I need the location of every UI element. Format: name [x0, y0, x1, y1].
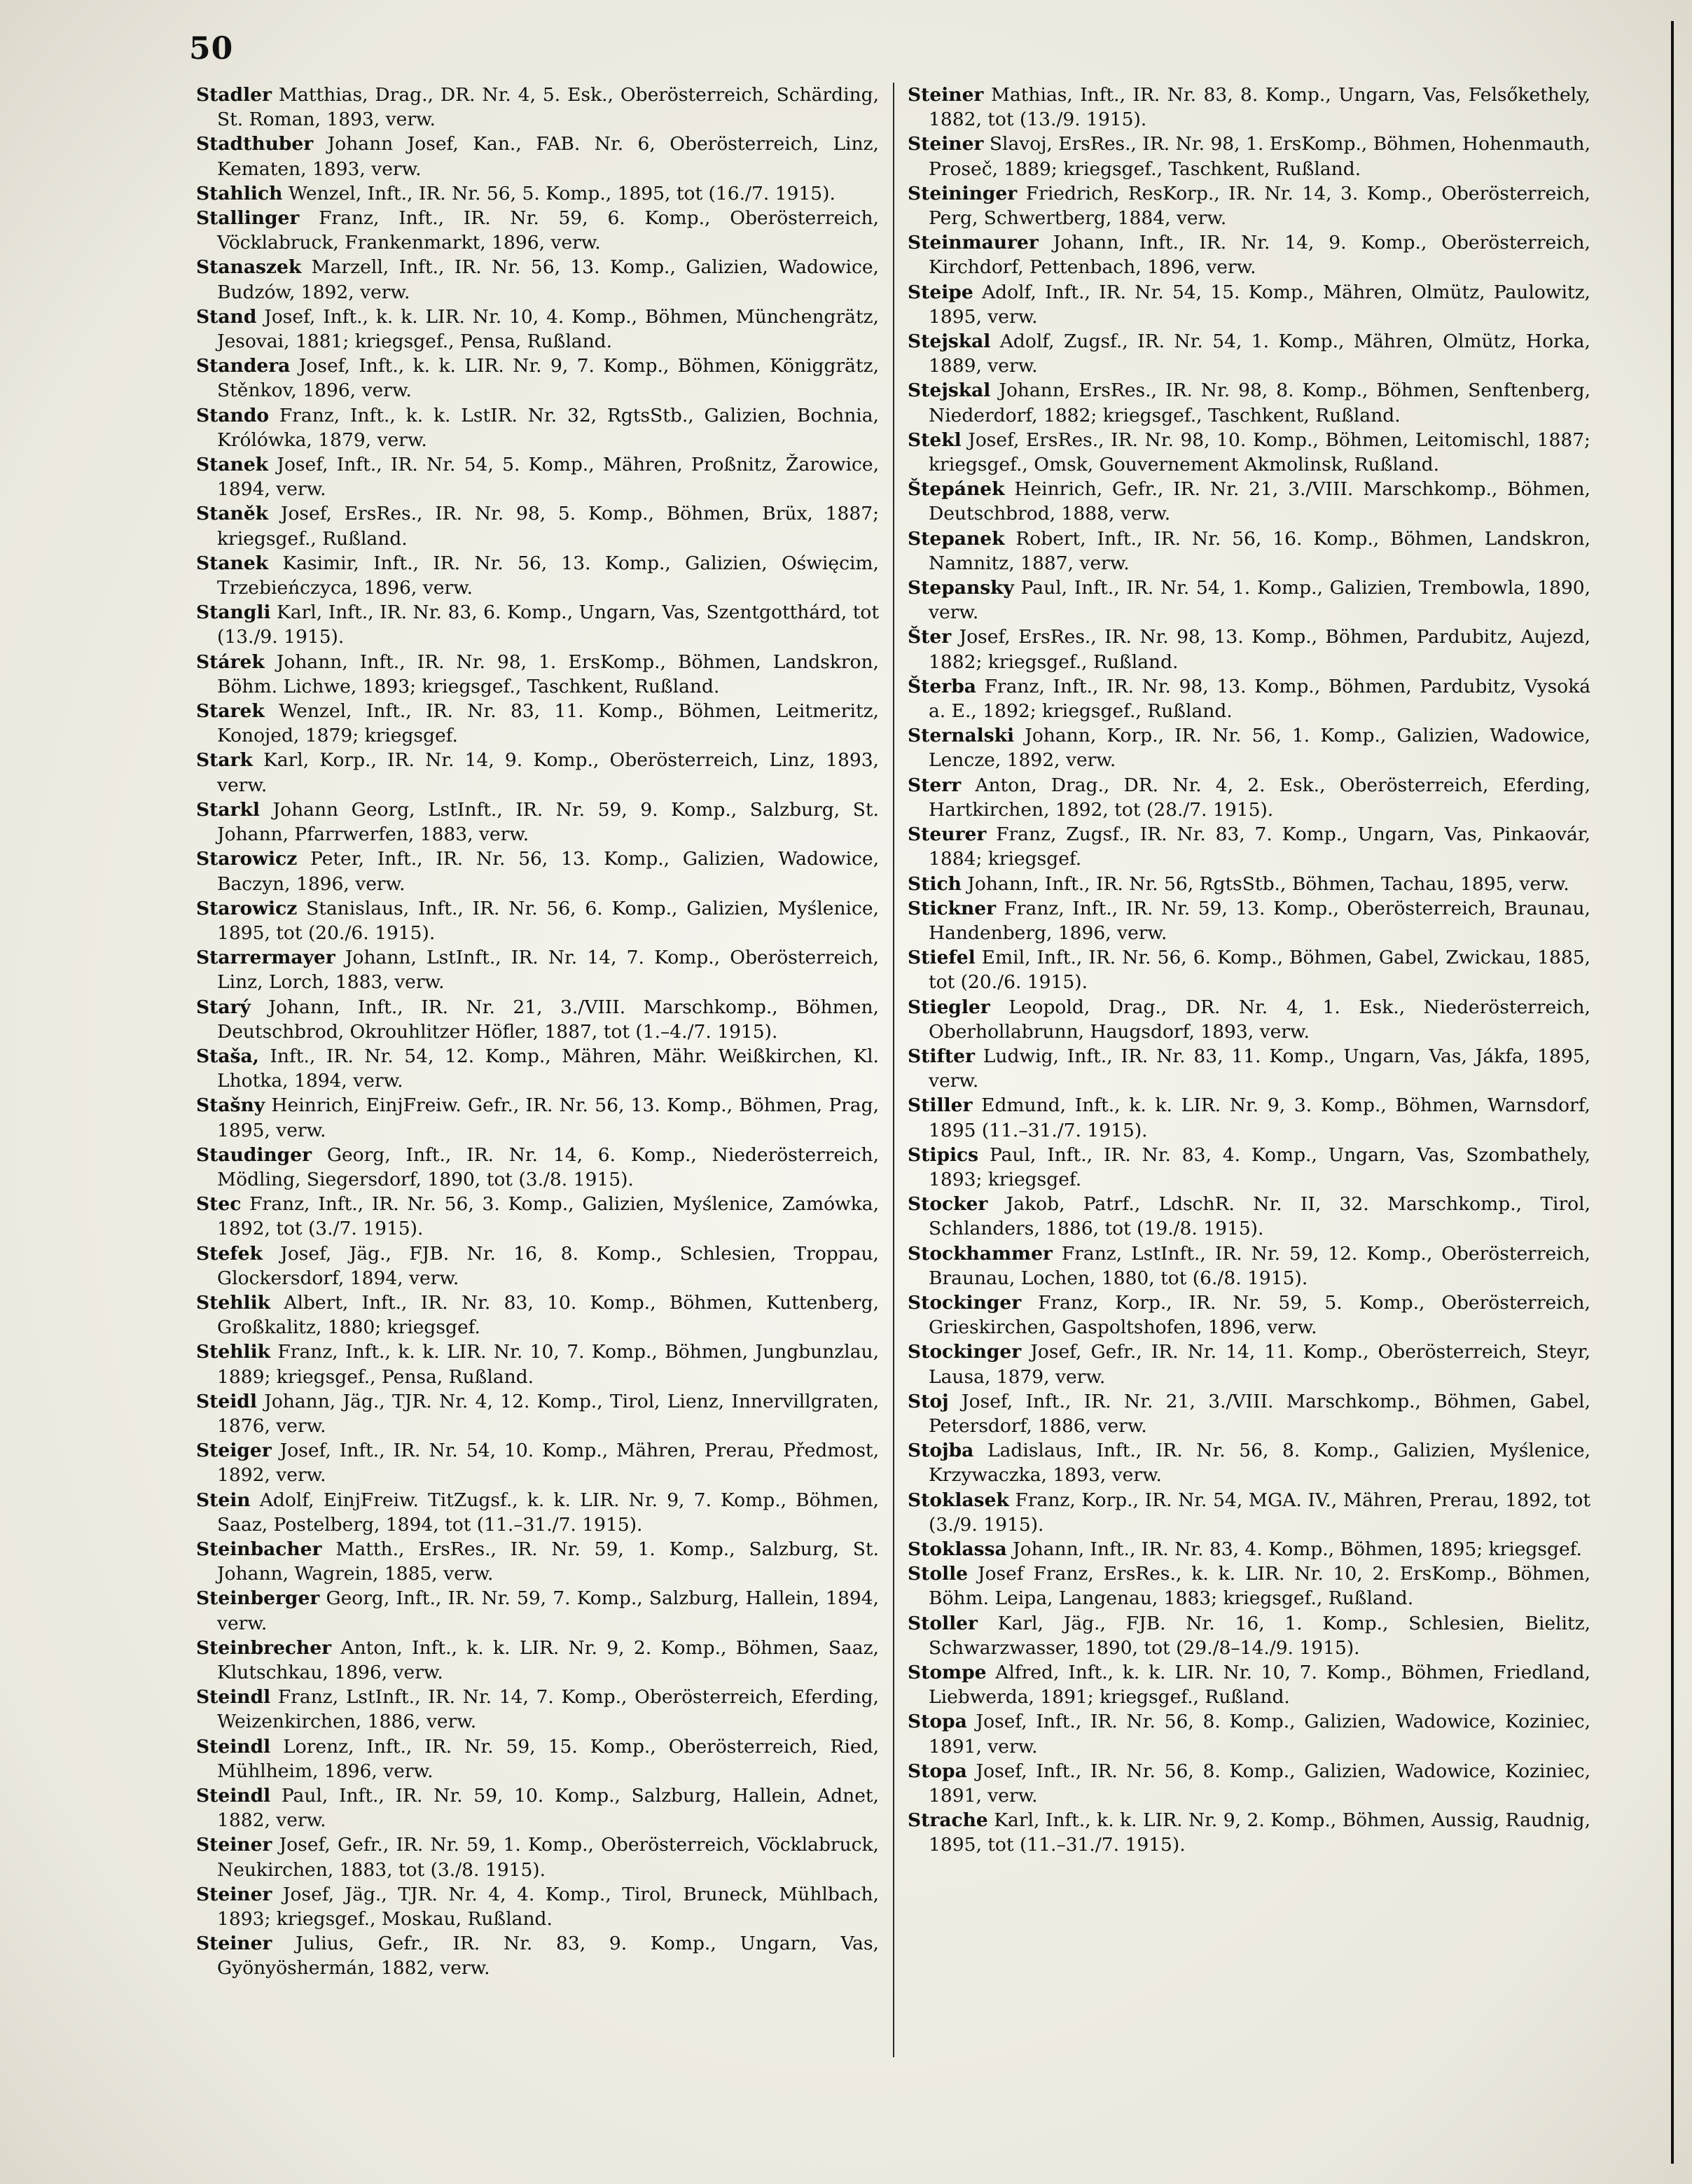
- entry-surname: Steindl: [196, 1686, 271, 1709]
- list-item: [196, 1291, 879, 1340]
- entry-surname: Starý: [196, 996, 251, 1018]
- entry-details: Josef, Inft., IR. Nr. 54, 5. Komp., Mähren, Proßnitz, Žarowice, 1894, verw.: [217, 454, 879, 501]
- entry-surname: Stockinger: [908, 1341, 1022, 1363]
- entry-surname: Stando: [196, 404, 270, 426]
- entry-details: Stanislaus, Inft., IR. Nr. 56, 6. Komp., Galizien, Myślenice, 1895, tot (20./6. 1915).: [217, 897, 879, 944]
- entry-details: Franz, Inft., IR. Nr. 59, 6. Komp., Oberösterreich, Vöcklabruck, Frankenmarkt, 1896, verw.: [217, 207, 879, 254]
- list-item: [196, 1241, 879, 1291]
- entry-details: Josef, ErsRes., IR. Nr. 98, 13. Komp., Böhmen, Pardubitz, Aujezd, 1882; kriegsgef., Rußland.: [929, 626, 1590, 673]
- list-item: [908, 723, 1590, 772]
- entry-details: Franz, Inft., k. k. LstIR. Nr. 32, RgtsStb., Galizien, Bochnia, Królówka, 1879, verw.: [217, 404, 879, 451]
- list-item: [196, 1586, 879, 1635]
- entry-surname: Standera: [196, 355, 291, 377]
- list-item: [908, 1340, 1590, 1389]
- list-item: [908, 1044, 1590, 1093]
- entry-surname: Stocker: [908, 1193, 988, 1216]
- entry-details: Georg, Inft., IR. Nr. 14, 6. Komp., Niederösterreich, Mödling, Siegersdorf, 1890, tot (3./8. 1915).: [217, 1143, 879, 1190]
- entry-surname: Stanek: [196, 552, 269, 574]
- list-item: [196, 1438, 879, 1487]
- entry-surname: Stehlik: [196, 1291, 270, 1314]
- entry-surname: Stadthuber: [196, 133, 314, 155]
- list-item: [908, 527, 1590, 576]
- entry-details: Josef, Inft., IR. Nr. 21, 3./VIII. Marschkomp., Böhmen, Gabel, Petersdorf, 1886, verw.: [929, 1390, 1590, 1437]
- entry-details: Franz, LstInft., IR. Nr. 14, 7. Komp., Oberösterreich, Eferding, Weizenkirchen, 1886, verw.: [217, 1686, 879, 1733]
- entry-details: Lorenz, Inft., IR. Nr. 59, 15. Komp., Oberösterreich, Ried, Mühlheim, 1896, verw.: [217, 1735, 879, 1782]
- entry-details: Franz, Korp., IR. Nr. 59, 5. Komp., Oberösterreich, Grieskirchen, Gaspoltshofen, 1896, verw.: [929, 1291, 1590, 1339]
- entry-details: Johann, Korp., IR. Nr. 56, 1. Komp., Galizien, Wadowice, Lencze, 1892, verw.: [929, 725, 1590, 772]
- entry-details: Johann, Jäg., TJR. Nr. 4, 12. Komp., Tirol, Lienz, Innervillgraten, 1876, verw.: [217, 1390, 879, 1437]
- entry-details: Johann, Inft., IR. Nr. 14, 9. Komp., Oberösterreich, Kirchdorf, Pettenbach, 1896, verw.: [929, 232, 1590, 279]
- list-item: [196, 1734, 879, 1783]
- entry-details: Ludwig, Inft., IR. Nr. 83, 11. Komp., Ungarn, Vas, Jákfa, 1895, verw.: [929, 1045, 1590, 1092]
- list-item: [196, 1192, 879, 1241]
- list-item: [908, 181, 1590, 230]
- entry-details: Karl, Korp., IR. Nr. 14, 9. Komp., Oberösterreich, Linz, 1893, verw.: [217, 749, 879, 796]
- entry-surname: Stadler: [196, 84, 272, 106]
- entry-details: Johann, Inft., IR. Nr. 21, 3./VIII. Marschkomp., Böhmen, Deutschbrod, Okrouhlitzer Höfler, 1887, tot (1.–4./7. 1915).: [217, 996, 879, 1043]
- entry-details: Albert, Inft., IR. Nr. 83, 10. Komp., Böhmen, Kuttenberg, Großkalitz, 1880; kriegsgef.: [217, 1291, 879, 1339]
- entry-details: Wenzel, Inft., IR. Nr. 56, 5. Komp., 1895, tot (16./7. 1915).: [288, 182, 835, 204]
- entry-surname: Stehlik: [196, 1341, 270, 1363]
- entry-surname: Stefek: [196, 1242, 263, 1265]
- entry-surname: Steinberger: [196, 1587, 320, 1610]
- entry-surname: Stickner: [908, 897, 997, 919]
- left-column: [196, 83, 879, 1981]
- list-item: [196, 699, 879, 748]
- list-item: [908, 280, 1590, 329]
- list-item: [196, 1636, 879, 1685]
- list-item: [908, 625, 1590, 674]
- entry-details: Jakob, Patrf., LdschR. Nr. II, 32. Marschkomp., Tirol, Schlanders, 1886, tot (19./8. 1915).: [929, 1193, 1590, 1240]
- entry-details: Josef, ErsRes., IR. Nr. 98, 10. Komp., Böhmen, Leitomischl, 1887; kriegsgef., Omsk, Gouvernement Akmolinsk, Rußland.: [929, 429, 1590, 476]
- entry-details: Leopold, Drag., DR. Nr. 4, 1. Esk., Niederösterreich, Oberhollabrunn, Haugsdorf, 1893, verw.: [929, 996, 1590, 1043]
- entry-surname: Stárek: [196, 651, 265, 673]
- entry-surname: Stiefel: [908, 947, 976, 969]
- entry-details: Edmund, Inft., k. k. LIR. Nr. 9, 3. Komp., Böhmen, Warnsdorf, 1895 (11.–31./7. 1915).: [929, 1094, 1590, 1141]
- list-item: [908, 428, 1590, 477]
- entry-details: Mathias, Inft., IR. Nr. 83, 8. Komp., Ungarn, Vas, Felsőkethely, 1882, tot (13./9. 1915).: [929, 84, 1590, 131]
- list-item: [908, 1093, 1590, 1142]
- list-item: [196, 1488, 879, 1537]
- list-item: [196, 798, 879, 847]
- list-item: [908, 1488, 1590, 1537]
- entry-details: Paul, Inft., IR. Nr. 83, 4. Komp., Ungarn, Vas, Szombathely, 1893; kriegsgef.: [929, 1143, 1590, 1190]
- list-item: [908, 1660, 1590, 1709]
- list-item: [196, 1143, 879, 1192]
- list-item: [196, 1685, 879, 1734]
- entry-surname: Stanaszek: [196, 256, 302, 279]
- entry-details: Adolf, Zugsf., IR. Nr. 54, 1. Komp., Mähren, Olmütz, Horka, 1889, verw.: [929, 331, 1590, 377]
- list-item: [196, 403, 879, 452]
- list-item: [908, 1291, 1590, 1340]
- entry-surname: Stoklassa: [908, 1538, 1007, 1560]
- entry-details: Franz, Korp., IR. Nr. 54, MGA. IV., Mähren, Prerau, 1892, tot (3./9. 1915).: [929, 1489, 1590, 1536]
- entry-details: Karl, Inft., IR. Nr. 83, 6. Komp., Ungarn, Vas, Szentgotthárd, tot (13./9. 1915).: [217, 601, 879, 648]
- entry-details: Friedrich, ResKorp., IR. Nr. 14, 3. Komp., Oberösterreich, Perg, Schwertberg, 1884, verw.: [929, 182, 1590, 230]
- entry-details: Franz, Inft., IR. Nr. 59, 13. Komp., Oberösterreich, Braunau, Handenberg, 1896, verw.: [929, 897, 1590, 944]
- entry-surname: Steurer: [908, 823, 987, 846]
- list-item: [908, 477, 1590, 526]
- entry-details: Johann, ErsRes., IR. Nr. 98, 8. Komp., Böhmen, Senftenberg, Niederdorf, 1882; kriegsgef., Taschkent, Rußland.: [929, 380, 1590, 426]
- list-item: [908, 945, 1590, 994]
- list-item: [196, 995, 879, 1044]
- entry-surname: Stich: [908, 872, 962, 895]
- list-item: [196, 650, 879, 699]
- list-item: [908, 1389, 1590, 1438]
- entry-surname: Stekl: [908, 429, 962, 451]
- entry-details: Peter, Inft., IR. Nr. 56, 13. Komp., Galizien, Wadowice, Baczyn, 1896, verw.: [217, 848, 879, 895]
- entry-details: Josef, ErsRes., IR. Nr. 98, 5. Komp., Böhmen, Brüx, 1887; kriegsgef., Rußland.: [217, 503, 879, 550]
- list-item: [908, 329, 1590, 378]
- entry-surname: Stark: [196, 749, 253, 772]
- entry-details: Robert, Inft., IR. Nr. 56, 16. Komp., Böhmen, Landskron, Namnitz, 1887, verw.: [929, 527, 1590, 574]
- entry-details: Adolf, Inft., IR. Nr. 54, 15. Komp., Mähren, Olmütz, Paulowitz, 1895, verw.: [929, 281, 1590, 328]
- entry-surname: Steiner: [908, 133, 984, 155]
- list-item: [908, 674, 1590, 723]
- entry-details: Josef, Gefr., IR. Nr. 59, 1. Komp., Oberösterreich, Vöcklabruck, Neukirchen, 1883, tot (3./8. 1915).: [217, 1834, 879, 1881]
- entry-surname: Steiger: [196, 1440, 272, 1462]
- list-item: [908, 773, 1590, 822]
- entry-surname: Staša,: [196, 1045, 259, 1067]
- list-item: [908, 83, 1590, 132]
- entry-surname: Stockhammer: [908, 1242, 1053, 1265]
- entry-surname: Stoj: [908, 1390, 949, 1412]
- entry-details: Matthias, Drag., DR. Nr. 4, 5. Esk., Oberösterreich, Schärding, St. Roman, 1893, verw.: [217, 84, 879, 131]
- entry-details: Karl, Jäg., FJB. Nr. 16, 1. Komp., Schlesien, Bielitz, Schwarzwasser, 1890, tot (29./8–14./9. 1915).: [929, 1612, 1590, 1659]
- entry-details: Matth., ErsRes., IR. Nr. 59, 1. Komp., Salzburg, St. Johann, Wagrein, 1885, verw.: [217, 1538, 879, 1585]
- entry-surname: Starowicz: [196, 897, 298, 919]
- entry-surname: Stipics: [908, 1143, 979, 1166]
- entry-details: Johann, Inft., IR. Nr. 56, RgtsStb., Böhmen, Tachau, 1895, verw.: [967, 872, 1569, 895]
- list-item: [196, 1783, 879, 1832]
- list-item: [196, 1931, 879, 1980]
- list-item: [908, 872, 1590, 896]
- entry-surname: Stockinger: [908, 1291, 1022, 1314]
- list-item: [196, 748, 879, 797]
- entry-surname: Stepanek: [908, 527, 1005, 550]
- entry-details: Josef, Inft., IR. Nr. 56, 8. Komp., Galizien, Wadowice, Koziniec, 1891, verw.: [929, 1711, 1590, 1758]
- list-item: [196, 501, 879, 550]
- list-item: [196, 206, 879, 255]
- entry-surname: Staněk: [196, 503, 269, 525]
- entry-surname: Stompe: [908, 1662, 987, 1683]
- entry-surname: Steiner: [196, 1933, 272, 1955]
- list-item: [908, 1537, 1590, 1562]
- entry-details: Josef, Gefr., IR. Nr. 14, 11. Komp., Oberösterreich, Steyr, Lausa, 1879, verw.: [929, 1341, 1590, 1388]
- entry-details: Johann, Inft., IR. Nr. 83, 4. Komp., Böhmen, 1895; kriegsgef.: [1013, 1538, 1582, 1560]
- list-item: [196, 600, 879, 649]
- page-number: 50: [189, 31, 234, 67]
- entry-details: Johann, Inft., IR. Nr. 98, 1. ErsKomp., Böhmen, Landskron, Böhm. Lichwe, 1893; kriegsgef., Taschkent, Rußland.: [217, 651, 879, 697]
- entry-details: Johann Georg, LstInft., IR. Nr. 59, 9. Komp., Salzburg, St. Johann, Pfarrwerfen, 1883, verw.: [217, 798, 879, 846]
- entry-details: Josef, Inft., k. k. LIR. Nr. 10, 4. Komp., Böhmen, Münchengrätz, Jesovai, 1881; kriegsgef., Pensa, Rußland.: [217, 305, 879, 353]
- entry-details: Wenzel, Inft., IR. Nr. 83, 11. Komp., Böhmen, Leitmeritz, Konojed, 1879; kriegsgef.: [217, 700, 879, 747]
- entry-surname: Stiegler: [908, 996, 990, 1018]
- entry-surname: Stallinger: [196, 207, 300, 230]
- entry-details: Slavoj, ErsRes., IR. Nr. 98, 1. ErsKomp., Böhmen, Hohenmauth, Prosеč, 1889; kriegsgef., Taschkent, Rußland.: [929, 133, 1590, 180]
- entry-surname: Stand: [196, 305, 257, 328]
- list-item: [196, 1389, 879, 1438]
- entry-surname: Štepánek: [908, 478, 1005, 501]
- entry-surname: Stanek: [196, 454, 269, 476]
- entry-details: Marzell, Inft., IR. Nr. 56, 13. Komp., Galizien, Wadowice, Budzów, 1892, verw.: [217, 256, 879, 303]
- list-item: [196, 847, 879, 896]
- list-item: [908, 1143, 1590, 1192]
- entry-details: Paul, Inft., IR. Nr. 54, 1. Komp., Galizien, Trembowla, 1890, verw.: [929, 577, 1590, 624]
- entry-details: Josef, Inft., IR. Nr. 54, 10. Komp., Mähren, Prerau, Předmost, 1892, verw.: [217, 1440, 879, 1487]
- entry-surname: Steinbacher: [196, 1538, 322, 1560]
- entry-surname: Steininger: [908, 182, 1018, 204]
- entry-surname: Stejskal: [908, 380, 991, 402]
- list-item: [196, 452, 879, 501]
- entry-surname: Šterba: [908, 675, 976, 697]
- entry-surname: Stiller: [908, 1094, 973, 1117]
- list-item: [908, 1241, 1590, 1291]
- entry-details: Franz, Inft., k. k. LIR. Nr. 10, 7. Komp., Böhmen, Jungbunzlau, 1889; kriegsgef., Pensa, Rußland.: [217, 1341, 879, 1388]
- entry-details: Franz, LstInft., IR. Nr. 59, 12. Komp., Oberösterreich, Braunau, Lochen, 1880, tot (6./8. 1915).: [929, 1242, 1590, 1289]
- entry-details: Josef Franz, ErsRes., k. k. LIR. Nr. 10, 2. ErsKomp., Böhmen, Böhm. Leipa, Langenau, 1883; kriegsgef., Rußland.: [929, 1563, 1590, 1610]
- list-item: [908, 896, 1590, 945]
- entry-details: Josef, Jäg., FJB. Nr. 16, 8. Komp., Schlesien, Troppau, Glockersdorf, 1894, verw.: [217, 1242, 879, 1289]
- list-item: [196, 1340, 879, 1389]
- list-item: [908, 132, 1590, 181]
- entry-surname: Stoller: [908, 1612, 978, 1634]
- list-item: [196, 1832, 879, 1882]
- list-item: [196, 181, 879, 206]
- entry-surname: Steiner: [196, 1883, 272, 1905]
- entry-details: Franz, Inft., IR. Nr. 98, 13. Komp., Böhmen, Pardubitz, Vysoká a. E., 1892; kriegsgef., Rußland.: [929, 675, 1590, 723]
- entry-details: Johann Josef, Kan., FAB. Nr. 6, Oberösterreich, Linz, Kematen, 1893, verw.: [217, 133, 879, 180]
- entry-surname: Stahlich: [196, 182, 283, 204]
- entry-surname: Stašny: [196, 1094, 265, 1117]
- entry-details: Anton, Drag., DR. Nr. 4, 2. Esk., Oberösterreich, Eferding, Hartkirchen, 1892, tot (28./7. 1915).: [929, 774, 1590, 821]
- entry-details: Kasimir, Inft., IR. Nr. 56, 13. Komp., Galizien, Oświęcim, Trzebieńczyca, 1896, verw.: [217, 552, 879, 599]
- entry-details: Alfred, Inft., k. k. LIR. Nr. 10, 7. Komp., Böhmen, Friedland, Liebwerda, 1891; kriegsgef., Rußland.: [929, 1662, 1590, 1709]
- entry-surname: Strache: [908, 1809, 988, 1832]
- list-item: [908, 1438, 1590, 1487]
- entry-surname: Sternalski: [908, 725, 1015, 747]
- right-column: [908, 83, 1590, 1858]
- list-item: [908, 1192, 1590, 1241]
- entry-surname: Starkl: [196, 798, 260, 821]
- entry-surname: Šter: [908, 626, 952, 648]
- entry-details: Josef, Inft., k. k. LIR. Nr. 9, 7. Komp., Böhmen, Königgrätz, Stěnkov, 1896, verw.: [217, 355, 879, 402]
- list-item: [196, 305, 879, 354]
- entry-details: Johann, LstInft., IR. Nr. 14, 7. Komp., Oberösterreich, Linz, Lorch, 1883, verw.: [217, 947, 879, 994]
- entry-surname: Stec: [196, 1193, 242, 1216]
- entry-details: Paul, Inft., IR. Nr. 59, 10. Komp., Salzburg, Hallein, Adnet, 1882, verw.: [217, 1785, 879, 1832]
- entry-details: Inft., IR. Nr. 54, 12. Komp., Mähren, Mähr. Weißkirchen, Kl. Lhotka, 1894, verw.: [217, 1045, 879, 1092]
- list-item: [908, 1562, 1590, 1611]
- list-item: [908, 378, 1590, 427]
- entry-surname: Sterr: [908, 774, 962, 796]
- list-item: [196, 1044, 879, 1093]
- list-item: [196, 1093, 879, 1142]
- entry-surname: Stojba: [908, 1440, 974, 1462]
- entry-details: Georg, Inft., IR. Nr. 59, 7. Komp., Salzburg, Hallein, 1894, verw.: [217, 1587, 879, 1634]
- list-item: [196, 945, 879, 994]
- list-item: [908, 1611, 1590, 1660]
- entry-surname: Stejskal: [908, 331, 991, 353]
- list-item: [908, 576, 1590, 625]
- entry-details: Josef, Jäg., TJR. Nr. 4, 4. Komp., Tirol, Bruneck, Mühlbach, 1893; kriegsgef., Moskau, Rußland.: [217, 1883, 879, 1931]
- entry-surname: Steiner: [196, 1834, 272, 1856]
- entry-details: Karl, Inft., k. k. LIR. Nr. 9, 2. Komp., Böhmen, Aussig, Raudnig, 1895, tot (11.–31./7. 1915).: [929, 1809, 1590, 1856]
- entry-surname: Stoklasek: [908, 1489, 1009, 1511]
- entry-surname: Steinbrecher: [196, 1636, 332, 1659]
- list-item: [196, 551, 879, 600]
- entry-surname: Stolle: [908, 1563, 969, 1585]
- entry-surname: Staudinger: [196, 1143, 312, 1166]
- list-item: [196, 132, 879, 181]
- entry-surname: Stopa: [908, 1711, 967, 1733]
- entry-details: Emil, Inft., IR. Nr. 56, 6. Komp., Böhmen, Gabel, Zwickau, 1885, tot (20./6. 1915).: [929, 947, 1590, 994]
- list-item: [908, 1709, 1590, 1758]
- list-item: [196, 255, 879, 304]
- entry-surname: Starek: [196, 700, 265, 723]
- list-item: [908, 230, 1590, 279]
- list-item: [196, 1537, 879, 1586]
- entry-details: Franz, Inft., IR. Nr. 56, 3. Komp., Galizien, Myślenice, Zamówka, 1892, tot (3./7. 1915).: [217, 1193, 879, 1240]
- entry-details: Heinrich, Gefr., IR. Nr. 21, 3./VIII. Marschkomp., Böhmen, Deutschbrod, 1888, verw.: [929, 478, 1590, 525]
- entry-details: Josef, Inft., IR. Nr. 56, 8. Komp., Galizien, Wadowice, Koziniec, 1891, verw.: [929, 1760, 1590, 1807]
- entry-surname: Steidl: [196, 1390, 257, 1412]
- entry-details: Anton, Inft., k. k. LIR. Nr. 9, 2. Komp., Böhmen, Saaz, Klutschkau, 1896, verw.: [217, 1636, 879, 1683]
- entry-details: Heinrich, EinjFreiw. Gefr., IR. Nr. 56, 13. Komp., Böhmen, Prag, 1895, verw.: [217, 1094, 879, 1141]
- entry-surname: Steindl: [196, 1735, 271, 1758]
- list-item: [196, 896, 879, 945]
- entry-surname: Steinmaurer: [908, 232, 1039, 254]
- list-item: [908, 1808, 1590, 1857]
- list-item: [196, 1882, 879, 1931]
- entry-surname: Stopa: [908, 1760, 967, 1782]
- entry-surname: Steindl: [196, 1785, 271, 1807]
- entry-surname: Stifter: [908, 1045, 975, 1067]
- entry-surname: Starowicz: [196, 848, 298, 870]
- entry-details: Ladislaus, Inft., IR. Nr. 56, 8. Komp., Galizien, Myślenice, Krzywaczka, 1893, verw.: [929, 1440, 1590, 1487]
- entry-surname: Stangli: [196, 601, 271, 624]
- entry-details: Adolf, EinjFreiw. TitZugsf., k. k. LIR. Nr. 9, 7. Komp., Böhmen, Saaz, Postelberg, 1894, tot (11.–31./7. 1915).: [217, 1489, 879, 1536]
- entry-details: Franz, Zugsf., IR. Nr. 83, 7. Komp., Ungarn, Vas, Pinkaovár, 1884; kriegsgef.: [929, 823, 1590, 870]
- entry-surname: Stepansky: [908, 577, 1014, 599]
- entry-details: Julius, Gefr., IR. Nr. 83, 9. Komp., Ungarn, Vas, Gyönyöshermán, 1882, verw.: [217, 1933, 879, 1980]
- list-item: [908, 995, 1590, 1044]
- entry-surname: Starrermayer: [196, 947, 335, 969]
- list-item: [196, 354, 879, 403]
- list-item: [196, 83, 879, 132]
- entry-surname: Stein: [196, 1489, 251, 1511]
- page-edge-rule: [1671, 21, 1674, 2164]
- list-item: [908, 822, 1590, 871]
- list-item: [908, 1759, 1590, 1808]
- entry-surname: Steipe: [908, 281, 973, 303]
- column-divider: [893, 83, 894, 2057]
- entry-surname: Steiner: [908, 84, 984, 106]
